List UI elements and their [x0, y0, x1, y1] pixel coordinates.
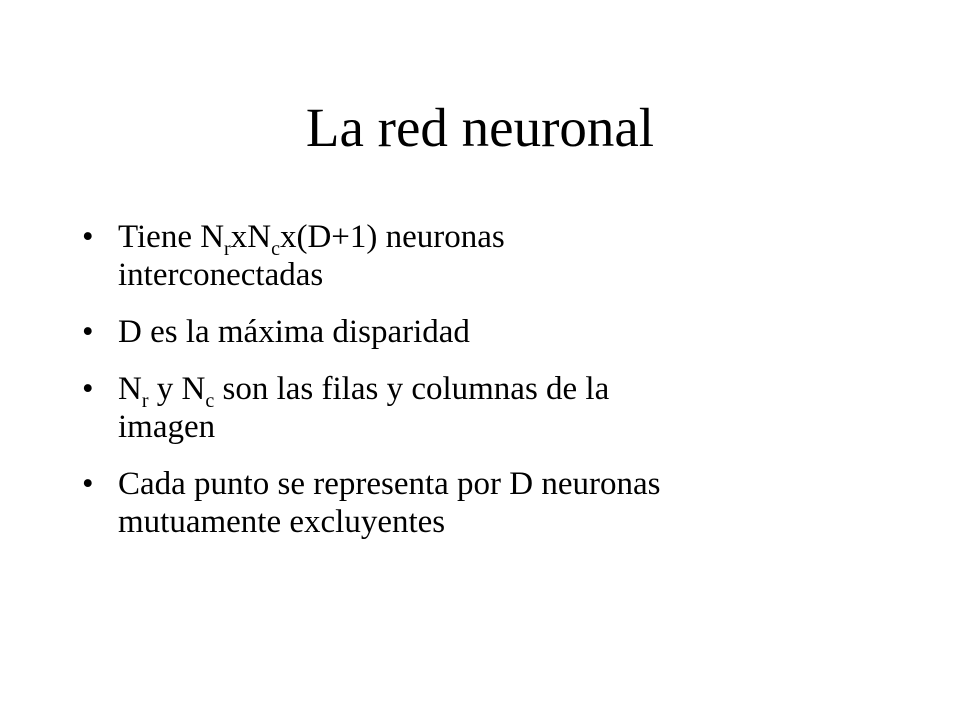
bullet-dot-icon: • — [82, 219, 94, 255]
bullet-text-run: interconectadas — [118, 257, 324, 293]
bullet-dot-icon: • — [82, 466, 94, 502]
bullet-text-run: Tiene N — [118, 219, 225, 255]
subscript: c — [205, 390, 215, 412]
bullet-dot-icon: • — [82, 371, 94, 407]
bullet-text — [118, 219, 505, 293]
bullet-list — [82, 218, 902, 541]
subscript: r — [224, 238, 231, 260]
bullet-text-run: D es la máxima disparidad — [118, 314, 470, 350]
bullet-dot-icon: • — [82, 314, 94, 350]
bullet-item — [82, 370, 902, 446]
bullet-item — [82, 465, 902, 541]
bullet-text-run: mutuamente excluyentes — [118, 504, 446, 540]
bullet-text-run: imagen — [118, 409, 216, 445]
bullet-text-run: N — [118, 371, 142, 407]
bullet-text-run: y N — [148, 371, 206, 407]
subscript: c — [271, 238, 280, 260]
bullet-text-run: son las filas y columnas de la — [214, 371, 610, 407]
bullet-text-run: xN — [230, 219, 272, 255]
bullet-item — [82, 313, 902, 351]
subscript: r — [141, 390, 149, 412]
bullet-text-run: Cada punto se representa por D neuronas — [118, 466, 661, 502]
bullet-item — [82, 218, 902, 294]
bullet-text — [118, 371, 609, 445]
bullet-text-run: x(D+1) neuronas — [279, 219, 505, 255]
bullet-text — [118, 314, 470, 350]
bullet-text — [118, 466, 661, 540]
slide-title: La red neuronal — [305, 97, 655, 158]
